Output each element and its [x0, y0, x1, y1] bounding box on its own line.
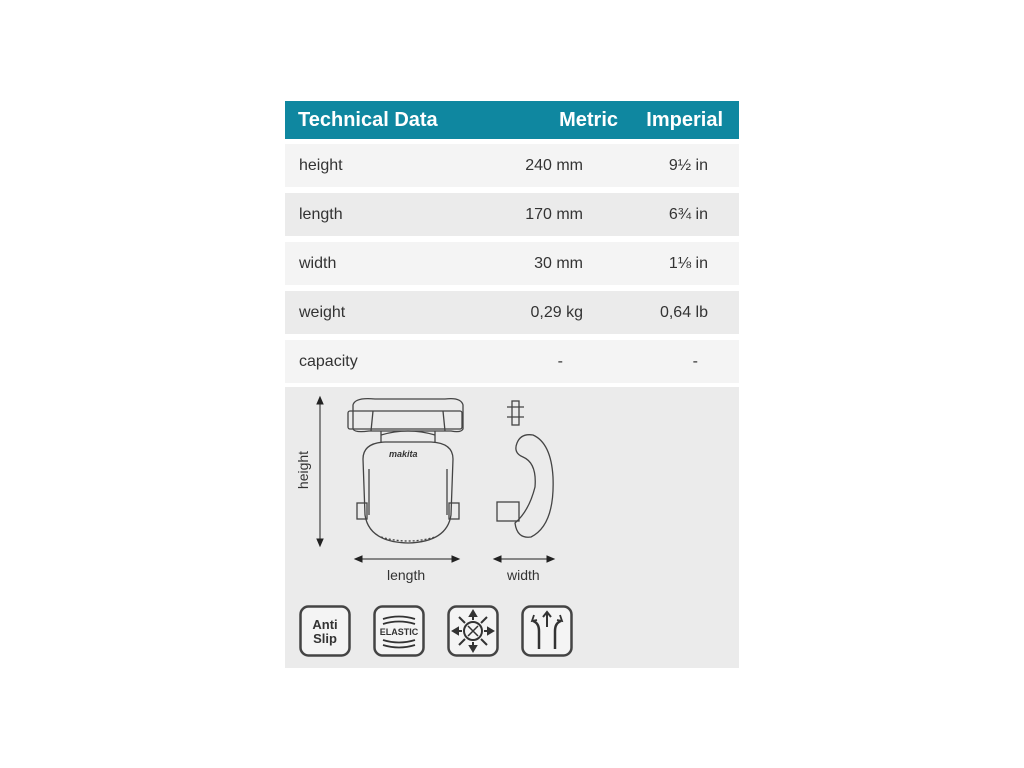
brand-logo: makita	[389, 449, 418, 459]
svg-text:Slip: Slip	[313, 631, 337, 646]
header-imperial: Imperial	[646, 108, 723, 131]
table-row	[285, 242, 739, 285]
anti-slip-icon	[299, 605, 351, 657]
svg-text:ELASTIC: ELASTIC	[379, 627, 419, 637]
row-metric: 0,29 kg	[530, 303, 583, 321]
row-imperial: 1⅛ in	[668, 254, 708, 272]
row-metric: 240 mm	[525, 156, 583, 174]
row-label: length	[299, 205, 343, 223]
row-imperial: -	[692, 352, 698, 370]
row-metric: 170 mm	[525, 205, 583, 223]
row-imperial: 9½ in	[668, 156, 708, 174]
height-arrow	[317, 397, 323, 546]
length-label: length	[387, 567, 426, 583]
table-header	[285, 101, 739, 139]
row-label: width	[299, 254, 337, 272]
row-imperial: 0,64 lb	[659, 303, 708, 321]
row-label: height	[299, 156, 343, 174]
width-arrow	[494, 556, 554, 562]
row-imperial: 6¾ in	[668, 205, 708, 223]
row-metric: -	[557, 352, 563, 370]
elastic-icon	[373, 605, 425, 657]
ergonomic-icon	[521, 605, 573, 657]
length-arrow	[355, 556, 459, 562]
row-label: capacity	[299, 352, 358, 370]
table-row	[285, 291, 739, 334]
header-metric: Metric	[559, 108, 618, 131]
front-view	[348, 399, 463, 543]
width-label: width	[507, 567, 540, 583]
table-row	[285, 340, 739, 383]
table-row	[285, 193, 739, 236]
header-technical-data: Technical Data	[298, 108, 438, 131]
side-view	[497, 401, 553, 537]
height-label: height	[295, 450, 311, 490]
breathable-icon	[447, 605, 499, 657]
technical-data-table	[285, 101, 739, 389]
row-label: weight	[299, 303, 346, 321]
feature-icons	[299, 605, 573, 657]
row-metric: 30 mm	[534, 254, 583, 272]
dimension-diagram	[285, 387, 739, 668]
table-row	[285, 144, 739, 187]
svg-text:Anti: Anti	[312, 617, 338, 632]
